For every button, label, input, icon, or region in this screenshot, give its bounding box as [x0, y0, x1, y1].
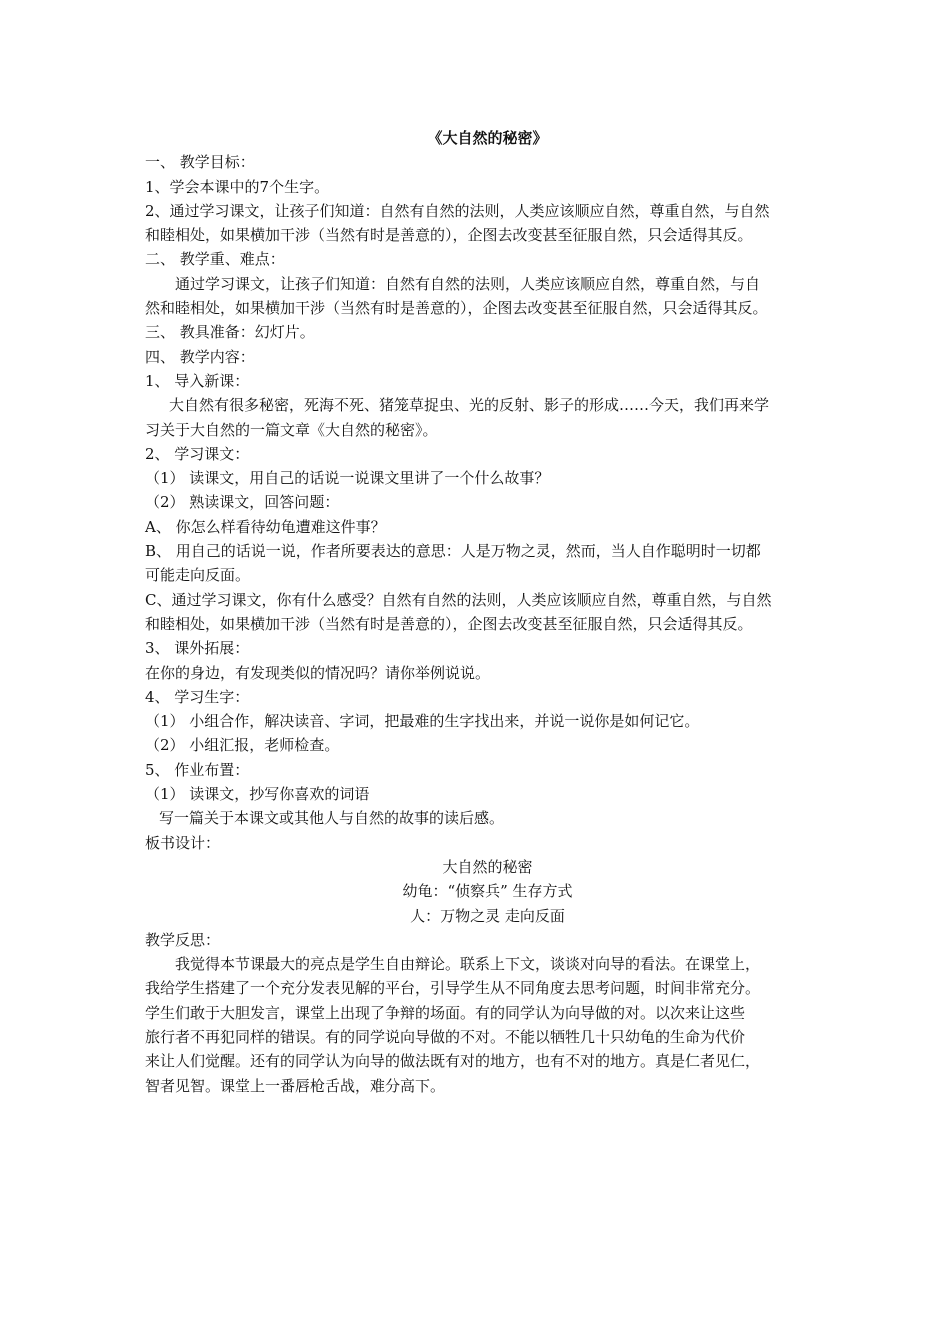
board-design-row: 幼龟：“侦察兵” 生存方式: [402, 882, 573, 901]
board-design-row: 人：万物之灵 走向反面: [410, 906, 565, 925]
paragraph-text: 大自然有很多秘密，死海不死、猪笼草捉虫、光的反射、影子的形成……今天，我们再来学: [169, 396, 770, 415]
section-heading-content: 四、 教学内容：: [145, 347, 255, 366]
reflection-heading: 教学反思：: [145, 930, 221, 949]
question-item: B、 用自己的话说一说，作者所要表达的意思：人是万物之灵，然而，当人自作聪明时一切都: [145, 542, 761, 561]
section-heading-key-points: 二、 教学重、难点：: [145, 250, 285, 269]
list-item: （2） 小组汇报，老师检查。: [145, 736, 340, 755]
subsection-heading: 2、 学习课文：: [145, 444, 250, 463]
list-item: （2） 熟读课文，回答问题：: [145, 493, 340, 512]
board-design-heading: 板书设计：: [145, 833, 221, 852]
question-item: C、通过学习课文，你有什么感受？自然有自然的法则，人类应该顺应自然，尊重自然，与自然: [145, 590, 772, 609]
reflection-text: 我觉得本节课最大的亮点是学生自由辩论。联系上下文，谈谈对向导的看法。在课堂上，: [175, 955, 761, 974]
question-item: A、 你怎么样看待幼龟遭难这件事？: [145, 517, 386, 536]
list-item: （1） 小组合作，解决读音、字词，把最难的生字找出来，并说一说你是如何记它。: [145, 712, 700, 731]
key-points-text-continued: 然和睦相处，如果横加干涉（当然有时是善意的），企图去改变甚至征服自然，只会适得其反。: [145, 299, 768, 318]
document-body: [145, 126, 810, 1098]
subsection-heading: 3、 课外拓展：: [145, 639, 250, 658]
objective-item: 2、通过学习课文，让孩子们知道：自然有自然的法则，人类应该顺应自然，尊重自然，与自然: [145, 201, 770, 220]
reflection-text-continued: 来让人们觉醒。还有的同学认为向导的做法既有对的地方，也有不对的地方。真是仁者见仁，: [145, 1052, 761, 1071]
section-heading-objectives: 一、 教学目标：: [145, 153, 255, 172]
paragraph-text-continued: 习关于大自然的一篇文章《大自然的秘密》。: [145, 420, 438, 439]
subsection-heading: 1、 导入新课：: [145, 371, 250, 390]
paragraph-text: 写一篇关于本课文或其他人与自然的故事的读后感。: [159, 809, 505, 828]
section-heading-materials: 三、 教具准备：幻灯片。: [145, 323, 315, 342]
reflection-text-continued: 我给学生搭建了一个充分发表见解的平台，引导学生从不同角度去思考问题，时间非常充分。: [145, 979, 761, 998]
reflection-text-continued: 学生们敢于大胆发言，课堂上出现了争辩的场面。有的同学认为向导做的对。以次来让这些: [145, 1003, 746, 1022]
board-design-title: 大自然的秘密: [442, 857, 533, 876]
reflection-text-continued: 智者见智。课堂上一番唇枪舌战，难分高下。: [145, 1076, 446, 1095]
objective-item-continued: 和睦相处，如果横加干涉（当然有时是善意的），企图去改变甚至征服自然，只会适得其反。: [145, 226, 753, 245]
list-item: （1） 读课文，抄写你喜欢的词语: [145, 785, 370, 804]
reflection-text-continued: 旅行者不再犯同样的错误。有的同学说向导做的不对。不能以牺牲几十只幼龟的生命为代价: [145, 1027, 746, 1046]
objective-item: 1、学会本课中的7个生字。: [145, 177, 330, 196]
document-title: 《大自然的秘密》: [427, 129, 548, 147]
list-item: （1） 读课文，用自己的话说一说课文里讲了一个什么故事？: [145, 469, 550, 488]
key-points-text: 通过学习课文，让孩子们知道：自然有自然的法则，人类应该顺应自然，尊重自然，与自: [175, 274, 761, 293]
subsection-heading: 5、 作业布置：: [145, 760, 250, 779]
subsection-heading: 4、 学习生字：: [145, 687, 250, 706]
question-item-continued: 和睦相处，如果横加干涉（当然有时是善意的），企图去改变甚至征服自然，只会适得其反。: [145, 614, 753, 633]
question-item-continued: 可能走向反面。: [145, 566, 251, 585]
paragraph-text: 在你的身边，有发现类似的情况吗？请你举例说说。: [145, 663, 491, 682]
